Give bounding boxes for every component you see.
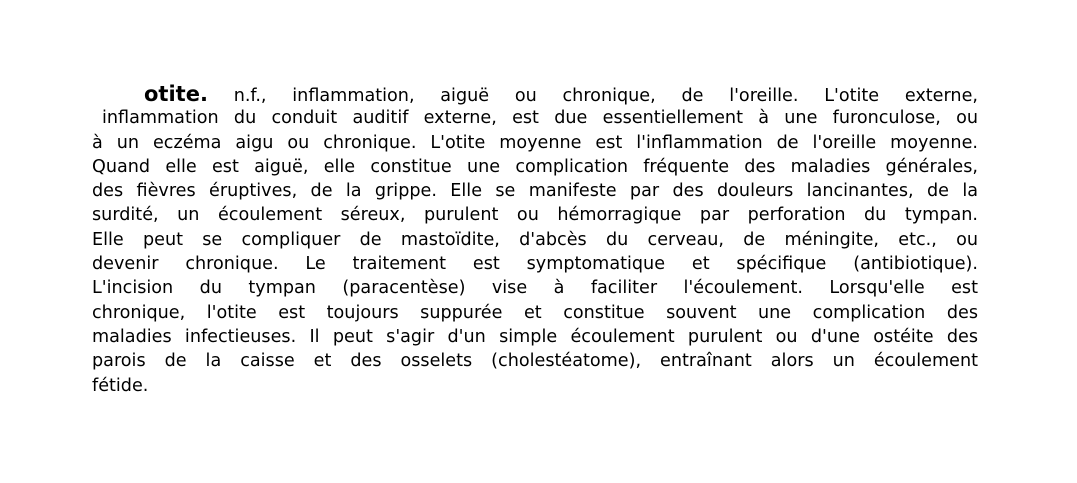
entry-line-6: surdité, un écoulement séreux, purulent ou hémorragique par perforation du tympan.	[92, 205, 978, 226]
entry-line-1	[92, 82, 978, 106]
entry-text-1: n.f., inflammation, aiguë ou chronique, de l'oreille. L'otite externe,	[233, 86, 978, 106]
entry-line-12: parois de la caisse et des osselets (cholestéatome), entraînant alors un écoulement	[92, 351, 978, 372]
entry-line-2: inflammation du conduit auditif externe, est due essentiellement à une furonculose, ou	[102, 108, 978, 129]
entry-line-8: devenir chronique. Le traitement est symptomatique et spécifique (antibiotique).	[92, 254, 978, 275]
entry-headword: otite.	[144, 82, 208, 106]
entry-line-9: L'incision du tympan (paracentèse) vise à faciliter l'écoulement. Lorsqu'elle est	[92, 278, 978, 299]
entry-line-3: à un eczéma aigu ou chronique. L'otite moyenne est l'inflammation de l'oreille moyenne.	[92, 132, 978, 153]
entry-line-7: Elle peut se compliquer de mastoïdite, d'abcès du cerveau, de méningite, etc., ou	[92, 229, 978, 250]
entry-line-13: fétide.	[92, 375, 149, 396]
entry-line-4: Quand elle est aiguë, elle constitue une complication fréquente des maladies générales,	[92, 156, 978, 177]
entry-line-10: chronique, l'otite est toujours suppurée et constitue souvent une complication des	[92, 302, 978, 323]
entry-line-11: maladies infectieuses. Il peut s'agir d'un simple écoulement purulent ou d'une ostéite des	[92, 326, 978, 347]
dictionary-entry	[92, 82, 978, 398]
entry-line-5: des fièvres éruptives, de la grippe. Elle se manifeste par des douleurs lancinantes, de la	[92, 181, 978, 202]
